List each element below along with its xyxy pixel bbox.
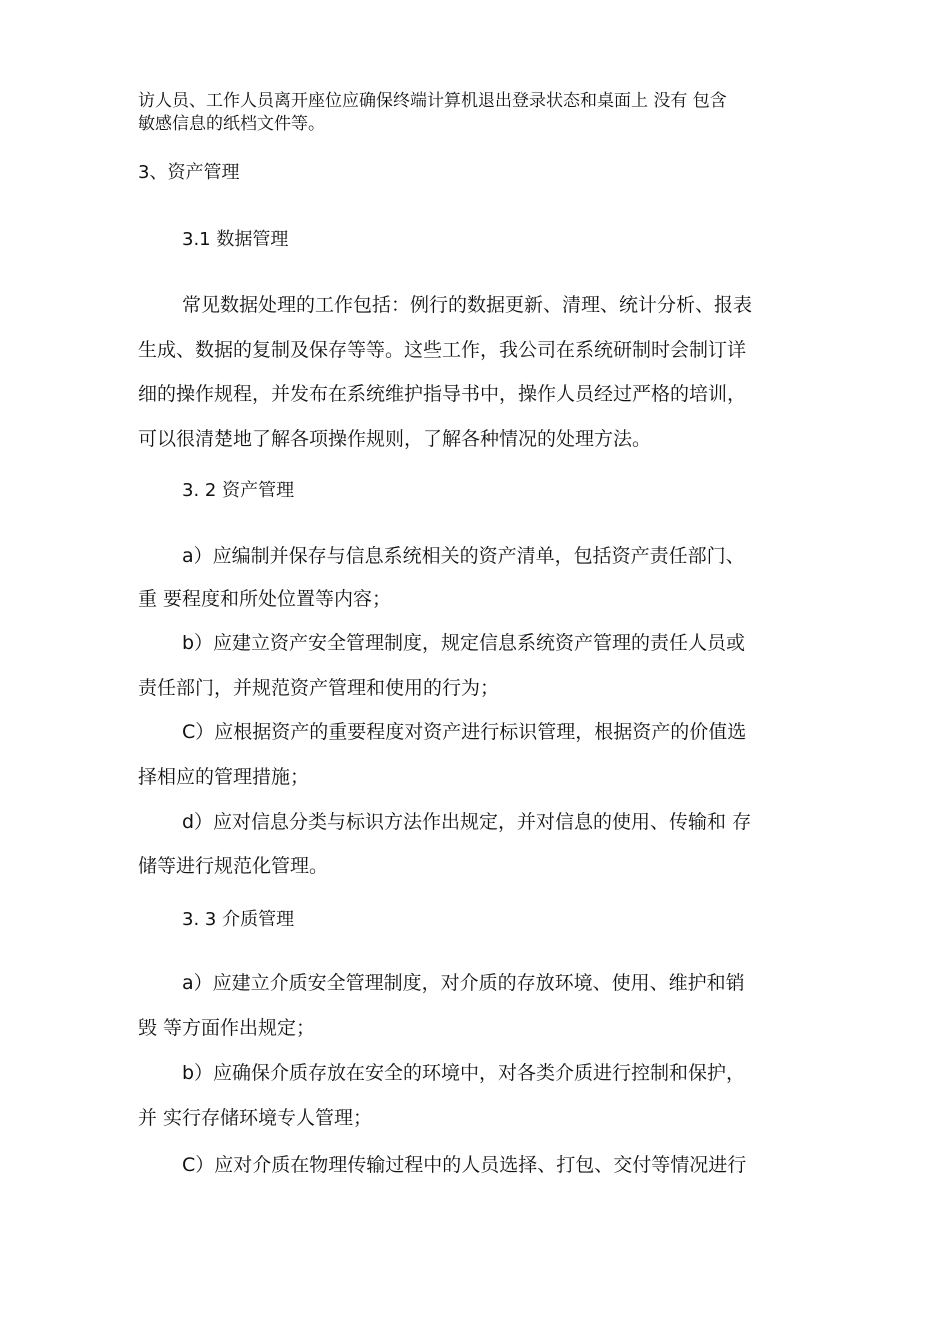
section-3-1-para-line-4: 可以很清楚地了解各项操作规则，了解各种情况的处理方法。 [138, 428, 652, 450]
section-3-3-heading: 3. 3 介质管理 [182, 909, 295, 930]
section-3-1-para-line-1: 常见数据处理的工作包括：例行的数据更新、清理、统计分析、报表 [182, 294, 753, 316]
section-3-3-item-a-line-2: 毁 等方面作出规定； [138, 1017, 316, 1039]
section-3-2-heading: 3. 2 资产管理 [182, 480, 295, 501]
section-3-3-item-b-line-1: b）应确保介质存放在安全的环境中，对各类介质进行控制和保护， [182, 1062, 746, 1084]
section-3-2-item-c-line-1: C）应根据资产的重要程度对资产进行标识管理，根据资产的价值选 [182, 721, 747, 743]
section-3-2-item-a-line-1: a）应编制并保存与信息系统相关的资产清单，包括资产责任部门、 [182, 545, 745, 567]
section-3-1-para-line-3: 细的操作规程，并发布在系统维护指导书中，操作人员经过严格的培训， [138, 383, 747, 405]
section-3-2-item-b-line-1: b）应建立资产安全管理制度，规定信息系统资产管理的责任人员或 [182, 632, 746, 654]
section-3-3-item-c-line-1: C）应对介质在物理传输过程中的人员选择、打包、交付等情况进行 [182, 1154, 747, 1176]
section-3-3-item-a-line-1: a）应建立介质安全管理制度，对介质的存放环境、使用、维护和销 [182, 972, 745, 994]
intro-line-2: 敏感信息的纸档文件等。 [138, 114, 325, 134]
section-3-2-item-d-line-1: d）应对信息分类与标识方法作出规定，并对信息的使用、传输和 存 [182, 811, 752, 833]
section-3-1-para-line-2: 生成、数据的复制及保存等等。这些工作，我公司在系统研制时会制订详 [138, 339, 747, 361]
section-3-1-heading: 3.1 数据管理 [182, 229, 289, 250]
section-3-2-item-a-line-2: 重 要程度和所处位置等内容； [138, 588, 392, 610]
section-3-heading: 3、资产管理 [138, 162, 240, 183]
section-3-2-item-c-line-2: 择相应的管理措施； [138, 766, 310, 788]
section-3-3-item-b-line-2: 并 实行存储环境专人管理； [138, 1107, 373, 1129]
section-3-2-item-b-line-2: 责任部门，并规范资产管理和使用的行为； [138, 677, 500, 699]
section-3-2-item-d-line-2: 储等进行规范化管理。 [138, 855, 329, 877]
intro-line-1: 访人员、工作人员离开座位应确保终端计算机退出登录状态和桌面上 没有 包含 [138, 91, 727, 111]
